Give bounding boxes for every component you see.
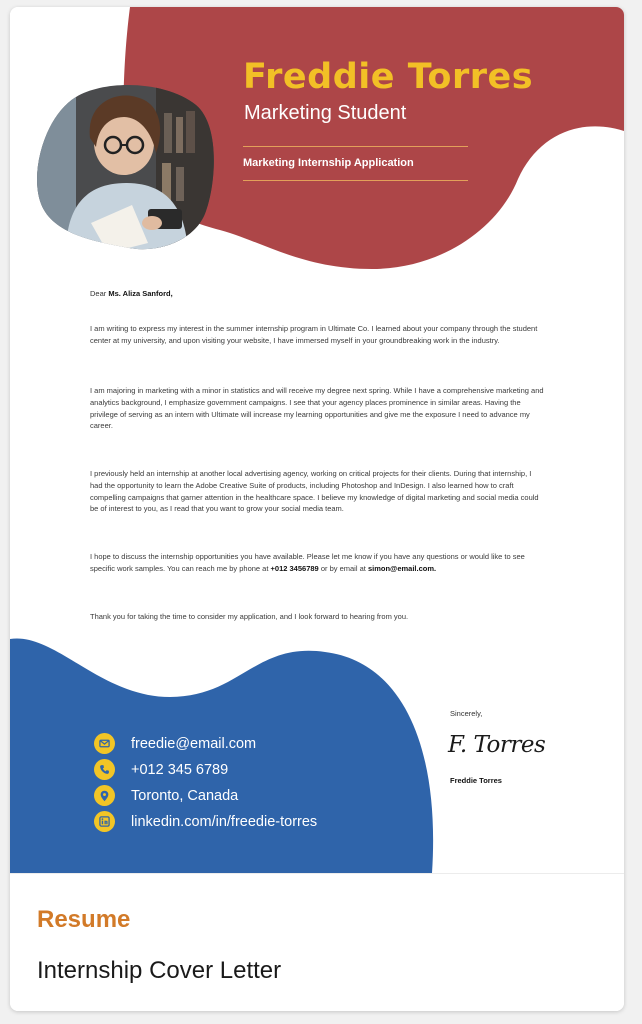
- contact-email: [94, 733, 256, 754]
- cover-letter-preview[interactable]: [10, 7, 624, 873]
- header-divider-bottom: [243, 180, 468, 181]
- application-subtitle: Marketing Internship Application: [243, 157, 414, 169]
- letter-paragraph-2: I am majoring in marketing with a minor in statistics and will receive my degree next spring. While I have a comprehensive marketing and analytics background, I emphasize government campaigns. I see that your agency places prominence in similar areas. Having the privilege of serving as an intern with Ultimate will increase my learning opportunities and give me the exposure I need to advance my career.: [90, 386, 544, 431]
- footer-wave-shape: [10, 638, 433, 873]
- template-category[interactable]: Resume: [37, 906, 131, 933]
- letter-email: simon@email.com.: [367, 563, 437, 573]
- paragraph-4-middle: or by email at: [320, 563, 366, 573]
- contact-linkedin-text: linkedin.com/in/freedie-torres: [131, 813, 318, 830]
- sign-off: Sincerely,: [450, 709, 483, 718]
- recipient-name: Ms. Aliza Sanford,: [108, 289, 173, 298]
- contact-phone-text: +012 345 6789: [131, 761, 229, 778]
- contact-location-text: Toronto, Canada: [131, 787, 239, 804]
- linkedin-icon: [94, 811, 115, 832]
- closing-paragraph: Thank you for taking the time to consider my application, and I look forward to hearing from you.: [90, 612, 409, 621]
- signer-name: Freddie Torres: [450, 776, 502, 785]
- contact-linkedin: [94, 811, 317, 832]
- paragraph-4-text: I hope to discuss the internship opportunities you have available. Please let me know if you have any questions or would like to see specific work samples. You can reach me by phone at: [90, 552, 525, 573]
- email-icon: [94, 733, 115, 754]
- applicant-name: Freddie Torres: [243, 57, 534, 97]
- letter-paragraph-4: [90, 551, 545, 575]
- phone-icon: [94, 759, 115, 780]
- applicant-role: Marketing Student: [244, 102, 407, 124]
- location-pin-icon: [94, 785, 115, 806]
- contact-email-text: freedie@email.com: [131, 735, 257, 752]
- salutation-prefix: Dear: [90, 289, 107, 298]
- handwritten-signature: F. Torres: [448, 732, 546, 758]
- letter-paragraph-1: I am writing to express my interest in the summer internship program in Ultimate Co. I learned about your company through the student center at my university, and upon visiting your website, I have immersed myself in your groundbreaking work in the industry.: [90, 324, 538, 345]
- letter-paragraph-3: I previously held an internship at another local advertising agency, working on critical projects for their clients. During that internship, I had the opportunity to learn the Adobe Creative Suite of products, including Photoshop and InDesign. I also learned how to craft compelling campaigns that garner attention in the healthcare space. I believe my knowledge of digital marketing and social media could be of interest to you, as I read that you want to grow your social media team.: [90, 469, 539, 514]
- contact-phone: [94, 759, 228, 780]
- template-title[interactable]: Internship Cover Letter: [37, 957, 282, 984]
- template-card[interactable]: [10, 7, 624, 1011]
- salutation: [90, 289, 173, 298]
- letter-phone: +012 3456789: [270, 563, 319, 573]
- card-footer: [10, 873, 624, 1011]
- header-divider-top: [243, 146, 468, 147]
- contact-location: [94, 785, 238, 806]
- profile-photo: [36, 83, 214, 253]
